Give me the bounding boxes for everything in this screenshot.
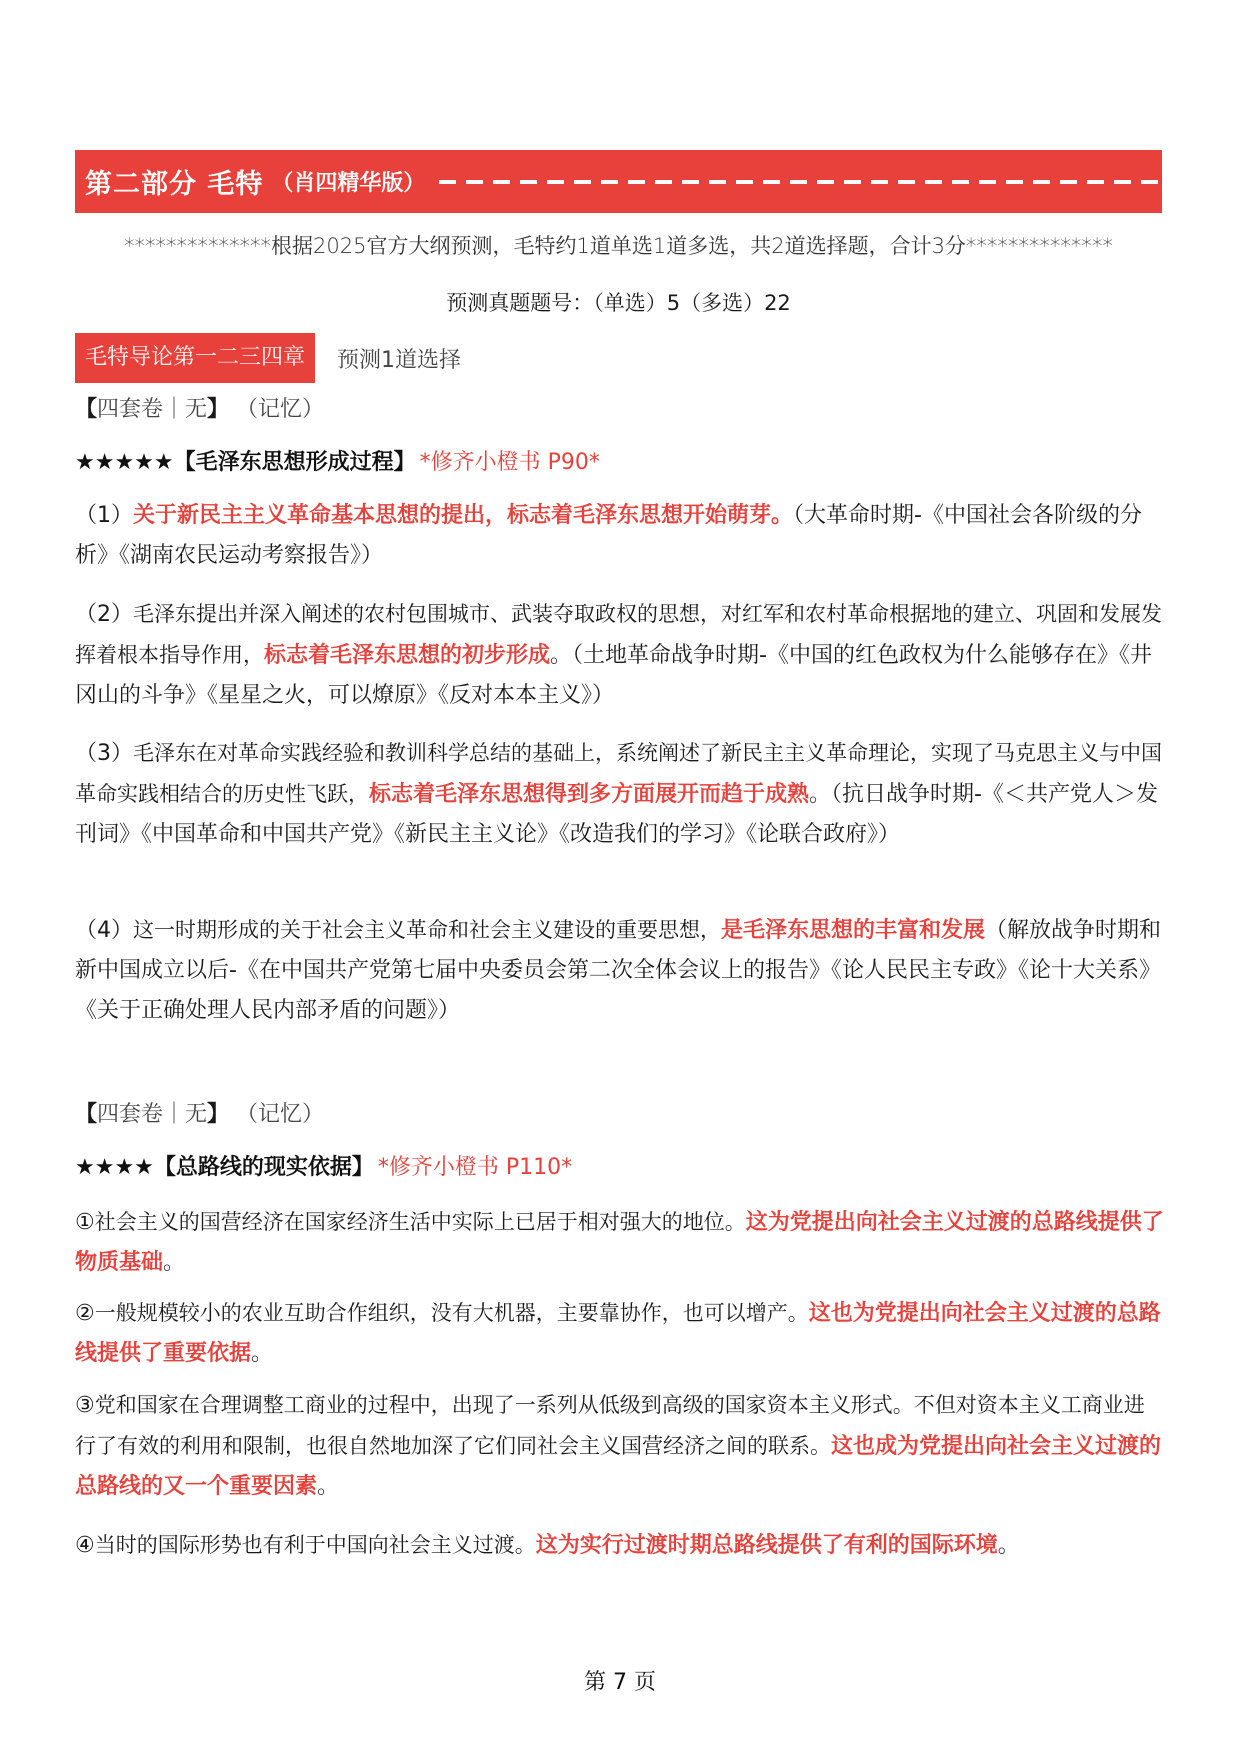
memory-tag: （记忆） bbox=[236, 397, 325, 422]
memory-tag: （记忆） bbox=[236, 1102, 325, 1127]
section-header-bar bbox=[75, 150, 1162, 213]
page-number: 第 7 页 bbox=[584, 1670, 656, 1695]
reference-note: *修齐小橙书 P90* bbox=[419, 450, 600, 475]
topic-heading bbox=[75, 1150, 572, 1181]
section-subtitle: （肖四精华版） bbox=[271, 171, 426, 196]
key-point: 这也成为党提出向社会主义过渡的总路线的又一个重要因素 bbox=[75, 1434, 1162, 1499]
source-meta-text: 四套卷｜无 bbox=[97, 397, 208, 422]
source-meta: 【四套卷｜无】 （记忆） bbox=[75, 1102, 325, 1127]
star-rating-icon: ★★★★ bbox=[75, 1155, 154, 1180]
list-item: （1）关于新民主主义革命基本思想的提出，标志着毛泽东思想开始萌芽。（大革命时期-《中国社会各阶级的分析》《湖南农民运动考察报告》） bbox=[75, 503, 1142, 568]
list-item: ①社会主义的国营经济在国家经济生活中实际上已居于相对强大的地位。这为党提出向社会主义过渡的总路线提供了物质基础。 bbox=[75, 1210, 1164, 1275]
key-point: 这也为党提出向社会主义过渡的总路线提供了重要依据 bbox=[75, 1301, 1161, 1366]
dashed-rule bbox=[439, 180, 1162, 184]
topic-title: 【毛泽东思想形成过程】 bbox=[173, 450, 416, 475]
list-item: （2）毛泽东提出并深入阐述的农村包围城市、武装夺取政权的思想，对红军和农村革命根据地的建立、巩固和发展发挥着根本指导作用，标志着毛泽东思想的初步形成。（土地革命战争时期-《中国的红色政权为什么能够存在》《井冈山的斗争》《星星之火，可以燎原》《反对本本主义》） bbox=[75, 602, 1162, 708]
topic-heading bbox=[75, 445, 600, 476]
star-rating-icon: ★★★★★ bbox=[75, 450, 174, 475]
key-point: 这为党提出向社会主义过渡的总路线提供了物质基础 bbox=[75, 1210, 1164, 1275]
topic-title: 【总路线的现实依据】 bbox=[153, 1155, 374, 1180]
source-meta: 【四套卷｜无】 （记忆） bbox=[75, 397, 325, 422]
list-item: （4）这一时期形成的关于社会主义革命和社会主义建设的重要思想，是毛泽东思想的丰富和发展（解放战争时期和新中国成立以后-《在中国共产党第七届中央委员会第二次全体会议上的报告》《论人民民主专政》《论十大关系》《关于正确处理人民内部矛盾的问题》） bbox=[75, 918, 1162, 1023]
chapter-note: 预测1道选择 bbox=[337, 347, 462, 373]
chapter-tag: 毛特导论第一二三四章 bbox=[75, 333, 315, 383]
list-item: ④当时的国际形势也有利于中国向社会主义过渡。这为实行过渡时期总路线提供了有利的国际环境。 bbox=[75, 1533, 1020, 1558]
key-point: 是毛泽东思想的丰富和发展 bbox=[721, 918, 986, 943]
key-point: 这为实行过渡时期总路线提供了有利的国际环境 bbox=[535, 1533, 998, 1558]
predicted-question-numbers: 预测真题题号：（单选）5（多选）22 bbox=[446, 291, 791, 315]
list-item: ③党和国家在合理调整工商业的过程中，出现了一系列从低级到高级的国家资本主义形式。不但对资本主义工商业进行了有效的利用和限制，也很自然地加深了它们同社会主义国营经济之间的联系。这也成为党提出向社会主义过渡的总路线的又一个重要因素。 bbox=[75, 1393, 1162, 1499]
source-meta-text: 四套卷｜无 bbox=[97, 1102, 208, 1127]
exam-notice: **************根据2025官方大纲预测，毛特约1道单选1道多选，共2道选择题，合计3分************** bbox=[124, 234, 1113, 258]
section-title: 第二部分 毛特 bbox=[85, 169, 264, 200]
chapter-row bbox=[75, 333, 461, 383]
key-point: 标志着毛泽东思想得到多方面展开而趋于成熟 bbox=[369, 782, 810, 807]
list-item: ②一般规模较小的农业互助合作组织，没有大机器，主要靠协作，也可以增产。这也为党提出向社会主义过渡的总路线提供了重要依据。 bbox=[75, 1301, 1161, 1366]
reference-note: *修齐小橙书 P110* bbox=[377, 1155, 573, 1180]
key-point: 关于新民主主义革命基本思想的提出，标志着毛泽东思想开始萌芽。 bbox=[133, 503, 794, 528]
key-point: 标志着毛泽东思想的初步形成 bbox=[264, 643, 551, 668]
list-item: （3）毛泽东在对革命实践经验和教训科学总结的基础上，系统阐述了新民主主义革命理论，实现了马克思主义与中国革命实践相结合的历史性飞跃，标志着毛泽东思想得到多方面展开而趋于成熟。（抗日战争时期-《＜共产党人＞发刊词》《中国革命和中国共产党》《新民主主义论》《改造我们的学习》《论联合政府》） bbox=[75, 741, 1162, 847]
